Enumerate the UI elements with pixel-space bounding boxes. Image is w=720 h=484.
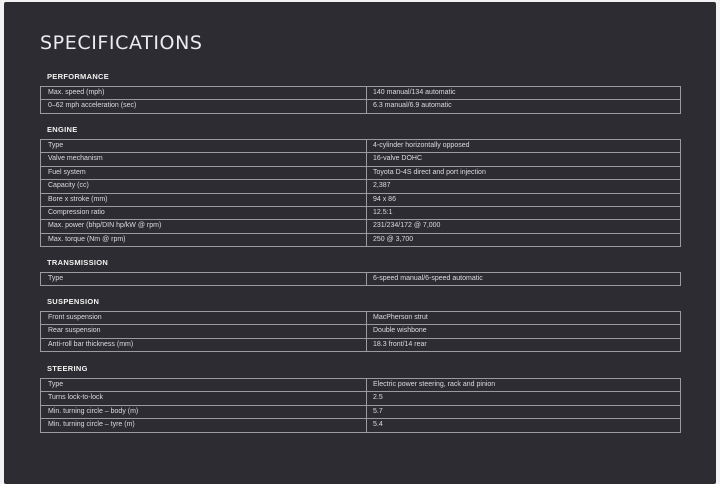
spec-value: MacPherson strut	[373, 314, 428, 321]
table-row	[41, 166, 680, 179]
table-row	[41, 179, 680, 192]
spec-value: Electric power steering, rack and pinion	[373, 381, 496, 388]
table-row	[41, 312, 680, 324]
spec-label: Min. turning circle – body (m)	[41, 406, 367, 418]
spec-label: Type	[41, 140, 367, 152]
table-row	[41, 219, 680, 232]
section-steering	[40, 364, 681, 433]
spec-table	[40, 272, 681, 286]
section-suspension	[40, 297, 681, 352]
spec-table	[40, 378, 681, 433]
page-title: SPECIFICATIONS	[40, 32, 203, 54]
spec-label: Turns lock-to-lock	[41, 392, 367, 404]
spec-label: Capacity (cc)	[41, 180, 367, 192]
spec-label: Min. turning circle – tyre (m)	[41, 419, 367, 431]
spec-sheet-page	[4, 2, 716, 484]
spec-value: 250 @ 3,700	[373, 235, 414, 243]
spec-value: 2.5	[373, 394, 383, 402]
spec-label: Max. torque (Nm @ rpm)	[41, 234, 367, 246]
spec-value: 16-valve DOHC	[373, 155, 423, 163]
section-heading: PERFORMANCE	[47, 72, 110, 81]
table-row	[41, 273, 680, 285]
spec-label: Max. speed (mph)	[41, 87, 367, 99]
table-row	[41, 193, 680, 206]
table-row	[41, 338, 680, 351]
table-row	[41, 87, 680, 99]
spec-label: Fuel system	[41, 167, 367, 179]
spec-value: 5.4	[373, 421, 383, 429]
spec-table	[40, 86, 681, 114]
section-performance	[40, 72, 681, 114]
spec-value: Double wishbone	[373, 327, 427, 335]
spec-label: Compression ratio	[41, 207, 367, 219]
spec-value: 5.7	[373, 407, 383, 415]
spec-table	[40, 139, 681, 247]
spec-label: Type	[41, 379, 367, 391]
spec-value: 6.3 manual/6.9 automatic	[373, 102, 452, 110]
spec-label: Valve mechanism	[41, 153, 367, 165]
table-row	[41, 405, 680, 418]
section-transmission	[40, 258, 681, 286]
spec-value: 6-speed manual/6-speed automatic	[373, 275, 483, 282]
table-row	[41, 233, 680, 246]
spec-label: Front suspension	[41, 312, 367, 324]
spec-value: 94 x 86	[373, 195, 396, 203]
spec-value: 4-cylinder horizontally opposed	[373, 142, 470, 149]
section-heading: TRANSMISSION	[47, 258, 109, 267]
spec-value: 140 manual/134 automatic	[373, 89, 456, 96]
spec-value: 231/234/172 @ 7,000	[373, 222, 441, 230]
table-row	[41, 99, 680, 112]
spec-value: 12.5:1	[373, 208, 393, 216]
section-heading: SUSPENSION	[47, 297, 100, 306]
spec-label: Max. power (bhp/DIN hp/kW @ rpm)	[41, 220, 367, 232]
section-heading: STEERING	[47, 364, 88, 373]
spec-table	[40, 311, 681, 352]
table-row	[41, 379, 680, 391]
spec-label: Rear suspension	[41, 325, 367, 337]
table-row	[41, 140, 680, 152]
spec-value: Toyota D-4S direct and port injection	[373, 168, 486, 176]
spec-label: 0–62 mph acceleration (sec)	[41, 100, 367, 112]
table-row	[41, 324, 680, 337]
section-engine	[40, 125, 681, 247]
spec-value: 18.3 front/14 rear	[373, 340, 427, 348]
table-row	[41, 206, 680, 219]
table-row	[41, 418, 680, 431]
spec-label: Bore x stroke (mm)	[41, 194, 367, 206]
table-row	[41, 391, 680, 404]
spec-label: Type	[41, 273, 367, 285]
section-heading: ENGINE	[47, 125, 78, 134]
spec-value: 2,387	[373, 182, 391, 190]
table-row	[41, 152, 680, 165]
spec-label: Anti-roll bar thickness (mm)	[41, 339, 367, 351]
